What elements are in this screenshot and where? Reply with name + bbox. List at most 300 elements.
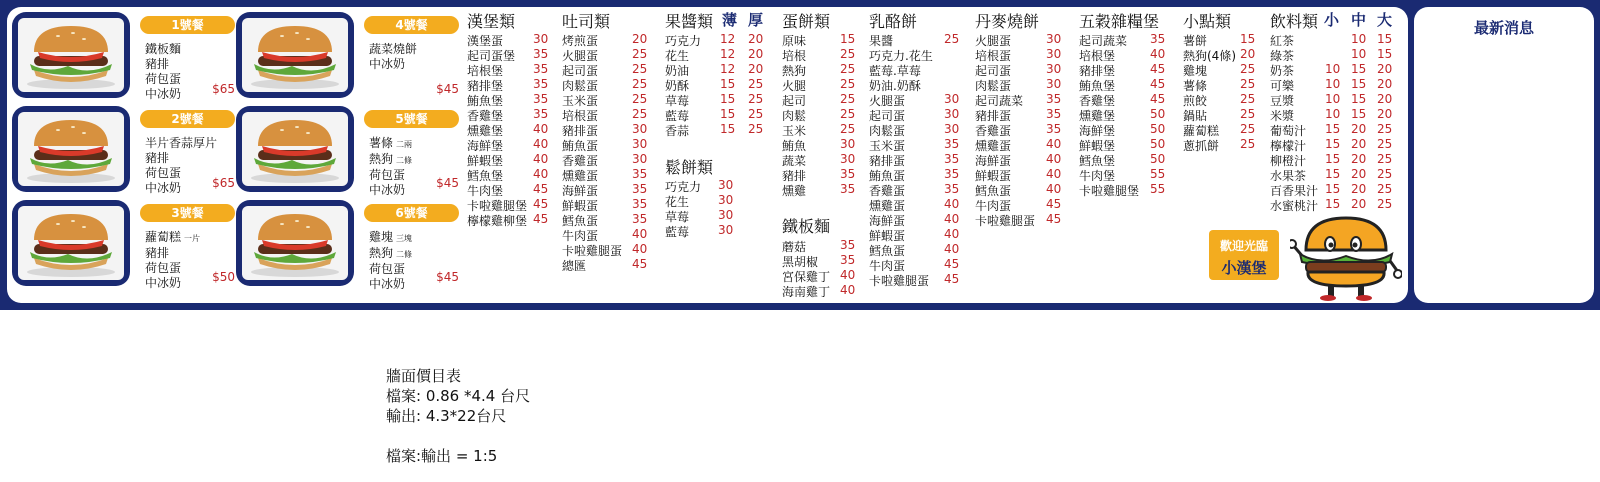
toast-item-name: 總匯: [562, 259, 587, 273]
snacks-item-name: 薯條: [1183, 79, 1208, 93]
toast-item-name: 玉米蛋: [562, 94, 599, 108]
combo-item-name: 薯條: [369, 136, 394, 150]
combo-photo-frame: [236, 12, 354, 98]
danish-item-price: 30: [1046, 62, 1062, 76]
egg-pancake-item-price: 35: [840, 182, 856, 196]
danish-item-name: 起司蔬菜: [975, 94, 1024, 108]
snacks-item-price: 25: [1240, 122, 1256, 136]
combo-item: [369, 262, 412, 277]
combo-item-name: 中冰奶: [369, 183, 406, 197]
cheese-cake-item-name: 果醬: [869, 34, 894, 48]
toast-item-price: 25: [632, 47, 648, 61]
burgers-item-price: 40: [533, 137, 549, 151]
danish-item-price: 40: [1046, 152, 1062, 166]
toast-item-price: 40: [632, 227, 648, 241]
danish-item-price: 30: [1046, 77, 1062, 91]
drinks-small-price: 10: [1325, 62, 1341, 76]
drinks-medium-price: 20: [1351, 197, 1367, 211]
drinks-large-price: 25: [1377, 152, 1393, 166]
drinks-medium-price: 20: [1351, 137, 1367, 151]
toast-item-price: 25: [632, 107, 648, 121]
cheese-cake-item-name: 鱈魚蛋: [869, 244, 906, 258]
combo-item: [369, 277, 412, 292]
drinks-item-name: 檸檬汁: [1270, 139, 1307, 153]
combo-items: [145, 136, 217, 196]
drinks-medium-price: 15: [1351, 62, 1367, 76]
cheese-cake-item-price: 40: [944, 197, 960, 211]
combo-price: $45: [436, 270, 459, 284]
grain-item-name: 海鮮堡: [1079, 124, 1116, 138]
combo-items: [369, 42, 417, 72]
cheese-cake-item-price: 35: [944, 182, 960, 196]
combo-item: [145, 181, 217, 196]
jam-item-name: 奶酥: [665, 79, 690, 93]
toast-item-price: 35: [632, 197, 648, 211]
drinks-item-name: 水蜜桃汁: [1270, 199, 1319, 213]
burgers-item-name: 牛肉堡: [467, 184, 504, 198]
drinks-title: 飲料類: [1270, 12, 1319, 31]
toast-item-name: 牛肉蛋: [562, 229, 599, 243]
combo-price: $65: [212, 82, 235, 96]
drinks-small-price: 15: [1325, 197, 1341, 211]
burger-mascot: [1290, 214, 1402, 302]
combo-item-name: 豬排: [145, 57, 170, 71]
combo-card-3: [12, 200, 237, 290]
burgers-item-price: 40: [533, 167, 549, 181]
drinks-item-name: 柳橙汁: [1270, 154, 1307, 168]
grain-item-name: 起司蔬菜: [1079, 34, 1128, 48]
combo-item-name: 荷包蛋: [145, 166, 182, 180]
toast-title: 吐司類: [562, 12, 611, 31]
combo-card-4: [236, 12, 461, 98]
drinks-medium-price: 10: [1351, 32, 1367, 46]
muffin-item-price: 30: [718, 208, 734, 222]
egg-pancake-title: 蛋餅類: [782, 12, 831, 31]
combo-tag: 4號餐: [364, 16, 459, 34]
drinks-large-price: 15: [1377, 32, 1393, 46]
drinks-small-price: 15: [1325, 167, 1341, 181]
combo-item: [145, 72, 181, 87]
burgers-item-name: 燻雞堡: [467, 124, 504, 138]
snacks-item-price: 25: [1240, 107, 1256, 121]
toast-item-price: 25: [632, 77, 648, 91]
danish-item-name: 海鮮蛋: [975, 154, 1012, 168]
burgers-item-name: 豬排堡: [467, 79, 504, 93]
toast-item-name: 烤煎蛋: [562, 34, 599, 48]
combo-photo-frame: [236, 106, 354, 192]
toast-item-name: 燻雞蛋: [562, 169, 599, 183]
combo-item-name: 豬排: [145, 246, 170, 260]
cheese-cake-item-price: 45: [944, 257, 960, 271]
cheese-cake-item-price: 40: [944, 212, 960, 226]
jam-thin-price: 12: [720, 62, 736, 76]
combo-tag: 2號餐: [140, 110, 235, 128]
burgers-item-price: 35: [533, 92, 549, 106]
iron-noodle-item-price: 35: [840, 253, 856, 267]
cheese-cake-item-name: 起司蛋: [869, 109, 906, 123]
danish-item-price: 40: [1046, 137, 1062, 151]
cheese-cake-item-price: 40: [944, 227, 960, 241]
cheese-cake-item-name: 鮪魚蛋: [869, 169, 906, 183]
cheese-cake-item-name: 火腿蛋: [869, 94, 906, 108]
danish-item-name: 卡啦雞腿蛋: [975, 214, 1036, 228]
jam-title: 果醬類: [665, 12, 714, 31]
cheese-cake-item-price: 25: [944, 32, 960, 46]
egg-pancake-item-price: 35: [840, 167, 856, 181]
combo-photo-frame: [236, 200, 354, 286]
note-scale: 檔案:輸出 = 1:5: [386, 447, 498, 465]
grain-item-price: 55: [1150, 182, 1166, 196]
burger-photo: [18, 18, 124, 92]
grain-item-name: 鮪魚堡: [1079, 79, 1116, 93]
drinks-small-price: 10: [1325, 92, 1341, 106]
burger-photo: [242, 112, 348, 186]
drinks-medium-price: 10: [1351, 47, 1367, 61]
snacks-item-name: 熱狗(4條): [1183, 49, 1236, 63]
drinks-medium-label: 中: [1351, 11, 1367, 29]
combo-item-name: 中冰奶: [145, 181, 182, 195]
danish-item-price: 40: [1046, 167, 1062, 181]
combo-item-name: 半片香蒜厚片: [145, 136, 218, 150]
toast-item-price: 30: [632, 152, 648, 166]
snacks-item-name: 煎餃: [1183, 94, 1208, 108]
iron-noodle-item-name: 宮保雞丁: [782, 270, 831, 284]
grain-item-price: 40: [1150, 47, 1166, 61]
snacks-item-price: 25: [1240, 77, 1256, 91]
burgers-title: 漢堡類: [467, 12, 516, 31]
combo-photo-frame: [12, 12, 130, 98]
muffin-item-price: 30: [718, 193, 734, 207]
grain-item-price: 50: [1150, 122, 1166, 136]
combo-photo-frame: [12, 106, 130, 192]
combo-tag: 6號餐: [364, 204, 459, 222]
cheese-cake-item-name: 燻雞蛋: [869, 199, 906, 213]
cheese-cake-item-name: 卡啦雞腿蛋: [869, 274, 930, 288]
combo-item-name: 荷包蛋: [369, 168, 406, 182]
burgers-item-price: 35: [533, 47, 549, 61]
iron-noodle-item-price: 40: [840, 268, 856, 282]
jam-thick-label: 厚: [748, 11, 764, 29]
toast-item-price: 30: [632, 122, 648, 136]
burgers-item-name: 香雞堡: [467, 109, 504, 123]
drinks-large-label: 大: [1377, 11, 1393, 29]
jam-thin-price: 15: [720, 122, 736, 136]
drinks-large-price: 20: [1377, 92, 1393, 106]
combo-item-name: 荷包蛋: [369, 262, 406, 276]
grain-item-name: 燻雞堡: [1079, 109, 1116, 123]
drinks-item-name: 紅茶: [1270, 34, 1295, 48]
burgers-item-price: 35: [533, 62, 549, 76]
grain-item-price: 45: [1150, 77, 1166, 91]
burgers-item-price: 35: [533, 107, 549, 121]
combo-item: [145, 87, 181, 102]
egg-pancake-item-name: 起司: [782, 94, 807, 108]
burgers-item-price: 40: [533, 152, 549, 166]
danish-item-price: 40: [1046, 182, 1062, 196]
combo-item-note: 三塊: [396, 234, 413, 243]
grain-item-name: 培根堡: [1079, 49, 1116, 63]
burgers-item-price: 45: [533, 212, 549, 226]
combo-item-note: 二條: [396, 156, 413, 165]
cheese-cake-item-name: 玉米蛋: [869, 139, 906, 153]
combo-item-note: 二兩: [396, 140, 413, 149]
jam-item-name: 藍莓: [665, 109, 690, 123]
egg-pancake-item-name: 熱狗: [782, 64, 807, 78]
combo-card-5: [236, 106, 461, 197]
muffin-item-name: 花生: [665, 195, 690, 209]
burgers-item-name: 漢堡蛋: [467, 34, 504, 48]
drinks-large-price: 20: [1377, 62, 1393, 76]
burgers-item-name: 檸檬雞柳堡: [467, 214, 528, 228]
drinks-small-price: 15: [1325, 137, 1341, 151]
snacks-item-price: 25: [1240, 137, 1256, 151]
drinks-item-name: 奶茶: [1270, 64, 1295, 78]
combo-item: [369, 168, 412, 183]
burgers-item-name: 培根堡: [467, 64, 504, 78]
cheese-cake-item-price: 30: [944, 122, 960, 136]
grain-item-price: 45: [1150, 92, 1166, 106]
cheese-cake-item-price: 35: [944, 167, 960, 181]
muffin-item-name: 巧克力: [665, 180, 702, 194]
muffin-item-name: 藍莓: [665, 225, 690, 239]
toast-item-name: 肉鬆蛋: [562, 79, 599, 93]
toast-item-name: 培根蛋: [562, 109, 599, 123]
snacks-item-price: 25: [1240, 62, 1256, 76]
combo-item-name: 中冰奶: [369, 57, 406, 71]
cheese-cake-title: 乳酪餅: [869, 12, 918, 31]
combo-item: [369, 246, 412, 262]
burger-photo: [18, 206, 124, 280]
jam-thin-price: 15: [720, 92, 736, 106]
drinks-large-price: 25: [1377, 197, 1393, 211]
snacks-item-name: 蘿蔔糕: [1183, 124, 1220, 138]
jam-thin-price: 15: [720, 107, 736, 121]
cheese-cake-item-name: 藍莓.草莓: [869, 64, 921, 78]
combo-item: [145, 166, 217, 181]
toast-item-name: 海鮮蛋: [562, 184, 599, 198]
grain-item-name: 豬排堡: [1079, 64, 1116, 78]
grain-item-price: 45: [1150, 62, 1166, 76]
toast-item-price: 30: [632, 137, 648, 151]
egg-pancake-item-name: 燻雞: [782, 184, 807, 198]
toast-item-price: 35: [632, 182, 648, 196]
combo-price: $45: [436, 82, 459, 96]
drinks-large-price: 25: [1377, 182, 1393, 196]
welcome-sign: [1209, 230, 1279, 280]
danish-item-name: 鮮蝦蛋: [975, 169, 1012, 183]
jam-thick-price: 25: [748, 92, 764, 106]
grain-item-name: 卡啦雞腿堡: [1079, 184, 1140, 198]
egg-pancake-item-price: 25: [840, 62, 856, 76]
combo-items: [369, 230, 412, 292]
note-title: 牆面價目表: [386, 367, 462, 385]
iron-noodle-item-price: 35: [840, 238, 856, 252]
burgers-item-price: 45: [533, 197, 549, 211]
danish-item-price: 35: [1046, 122, 1062, 136]
toast-item-price: 20: [632, 32, 648, 46]
snacks-item-price: 25: [1240, 92, 1256, 106]
grain-item-name: 牛肉堡: [1079, 169, 1116, 183]
egg-pancake-item-name: 原味: [782, 34, 807, 48]
egg-pancake-item-name: 火腿: [782, 79, 807, 93]
danish-item-name: 鱈魚蛋: [975, 184, 1012, 198]
cheese-cake-item-price: 35: [944, 152, 960, 166]
grain-item-name: 香雞堡: [1079, 94, 1116, 108]
egg-pancake-item-price: 25: [840, 92, 856, 106]
welcome-line2: 小漢堡: [1221, 259, 1267, 277]
drinks-large-price: 20: [1377, 107, 1393, 121]
combo-item: [145, 42, 181, 57]
cheese-cake-item-name: 香雞蛋: [869, 184, 906, 198]
egg-pancake-item-name: 豬排: [782, 169, 807, 183]
jam-item-name: 草莓: [665, 94, 690, 108]
combo-item-name: 熱狗: [369, 246, 394, 260]
drinks-small-price: 15: [1325, 122, 1341, 136]
combo-item: [145, 276, 200, 291]
jam-thick-price: 25: [748, 77, 764, 91]
danish-item-price: 30: [1046, 32, 1062, 46]
jam-thick-price: 25: [748, 122, 764, 136]
drinks-small-price: 15: [1325, 182, 1341, 196]
snacks-title: 小點類: [1183, 12, 1232, 31]
cheese-cake-item-name: 牛肉蛋: [869, 259, 906, 273]
danish-item-name: 香雞蛋: [975, 124, 1012, 138]
drinks-small-price: 15: [1325, 152, 1341, 166]
jam-thin-price: 12: [720, 47, 736, 61]
burgers-item-name: 鮮蝦堡: [467, 154, 504, 168]
burgers-item-name: 起司蛋堡: [467, 49, 516, 63]
combo-card-1: [12, 12, 237, 101]
jam-thick-price: 25: [748, 107, 764, 121]
combo-item-name: 荷包蛋: [145, 261, 182, 275]
drinks-medium-price: 20: [1351, 167, 1367, 181]
danish-item-name: 燻雞蛋: [975, 139, 1012, 153]
toast-item-name: 卡啦雞腿蛋: [562, 244, 623, 258]
combo-price: $50: [212, 270, 235, 284]
combo-item-note: 二條: [396, 250, 413, 259]
jam-thick-price: 20: [748, 62, 764, 76]
drinks-medium-price: 15: [1351, 77, 1367, 91]
egg-pancake-item-price: 25: [840, 107, 856, 121]
iron-noodle-item-name: 蘑菇: [782, 240, 807, 254]
jam-item-name: 巧克力: [665, 34, 702, 48]
iron-noodle-item-price: 40: [840, 283, 856, 297]
drinks-medium-price: 15: [1351, 92, 1367, 106]
combo-item-name: 豬排: [145, 151, 170, 165]
jam-thin-label: 薄: [722, 11, 738, 29]
toast-item-name: 豬排蛋: [562, 124, 599, 138]
iron-noodle-item-name: 海南雞丁: [782, 285, 831, 299]
welcome-line1: 歡迎光臨: [1219, 239, 1268, 253]
burgers-item-price: 35: [533, 77, 549, 91]
combo-items: [145, 230, 200, 291]
combo-item-name: 熱狗: [369, 152, 394, 166]
combo-item-name: 荷包蛋: [145, 72, 182, 86]
combo-item: [369, 230, 412, 246]
drinks-item-name: 綠茶: [1270, 49, 1295, 63]
drinks-medium-price: 20: [1351, 122, 1367, 136]
grain-item-name: 鮮蝦堡: [1079, 139, 1116, 153]
snacks-item-name: 薯餅: [1183, 34, 1208, 48]
drinks-small-label: 小: [1324, 11, 1340, 29]
danish-item-name: 火腿蛋: [975, 34, 1012, 48]
grain-item-name: 鱈魚堡: [1079, 154, 1116, 168]
cheese-cake-item-name: 豬排蛋: [869, 154, 906, 168]
note-file-size: 檔案: 0.86 *4.4 台尺: [386, 387, 531, 405]
grain-item-price: 55: [1150, 167, 1166, 181]
toast-item-name: 香雞蛋: [562, 154, 599, 168]
grain-title: 五穀雜糧堡: [1079, 12, 1160, 31]
danish-item-price: 35: [1046, 107, 1062, 121]
burger-photo: [18, 112, 124, 186]
muffin-title: 鬆餅類: [665, 158, 714, 177]
combo-item: [145, 151, 217, 166]
burgers-item-name: 鱈魚堡: [467, 169, 504, 183]
drinks-medium-price: 20: [1351, 152, 1367, 166]
cheese-cake-item-name: 肉鬆蛋: [869, 124, 906, 138]
drinks-large-price: 25: [1377, 167, 1393, 181]
combo-item-name: 中冰奶: [145, 87, 182, 101]
toast-item-name: 起司蛋: [562, 64, 599, 78]
snacks-item-price: 15: [1240, 32, 1256, 46]
toast-item-name: 鮮蝦蛋: [562, 199, 599, 213]
egg-pancake-item-name: 玉米: [782, 124, 807, 138]
note-output-size: 輸出: 4.3*22台尺: [386, 407, 507, 425]
burgers-item-price: 45: [533, 182, 549, 196]
combo-card-6: [236, 200, 461, 291]
combo-photo-frame: [12, 200, 130, 286]
burgers-item-name: 卡啦雞腿堡: [467, 199, 528, 213]
burgers-item-price: 30: [533, 32, 549, 46]
combo-item: [145, 57, 181, 72]
burgers-item-name: 鮪魚堡: [467, 94, 504, 108]
egg-pancake-item-price: 15: [840, 32, 856, 46]
combo-item: [369, 183, 412, 198]
toast-item-price: 35: [632, 167, 648, 181]
combo-tag: 1號餐: [140, 16, 235, 34]
drinks-large-price: 25: [1377, 122, 1393, 136]
menu-main-panel: [7, 7, 1408, 303]
toast-item-price: 25: [632, 62, 648, 76]
danish-item-price: 45: [1046, 197, 1062, 211]
cheese-cake-item-name: 海鮮蛋: [869, 214, 906, 228]
grain-item-price: 35: [1150, 32, 1166, 46]
combo-item: [369, 152, 412, 168]
egg-pancake-item-price: 30: [840, 137, 856, 151]
drinks-medium-price: 15: [1351, 107, 1367, 121]
jam-thin-price: 12: [720, 32, 736, 46]
egg-pancake-item-name: 肉鬆: [782, 109, 807, 123]
egg-pancake-item-price: 25: [840, 77, 856, 91]
combo-item-name: 雞塊: [369, 230, 394, 244]
cheese-cake-item-price: 40: [944, 242, 960, 256]
toast-item-price: 45: [632, 257, 648, 271]
muffin-item-price: 30: [718, 178, 734, 192]
combo-item: [145, 230, 200, 246]
drinks-item-name: 米漿: [1270, 109, 1295, 123]
danish-item-price: 45: [1046, 212, 1062, 226]
jam-item-name: 香蒜: [665, 124, 690, 138]
combo-items: [145, 42, 181, 102]
drinks-large-price: 15: [1377, 47, 1393, 61]
combo-item: [145, 246, 200, 261]
drinks-large-price: 25: [1377, 137, 1393, 151]
combo-item-name: 中冰奶: [145, 276, 182, 290]
news-panel: [1414, 7, 1594, 303]
muffin-item-name: 草莓: [665, 210, 690, 224]
jam-item-name: 奶油: [665, 64, 690, 78]
combo-item: [145, 261, 200, 276]
